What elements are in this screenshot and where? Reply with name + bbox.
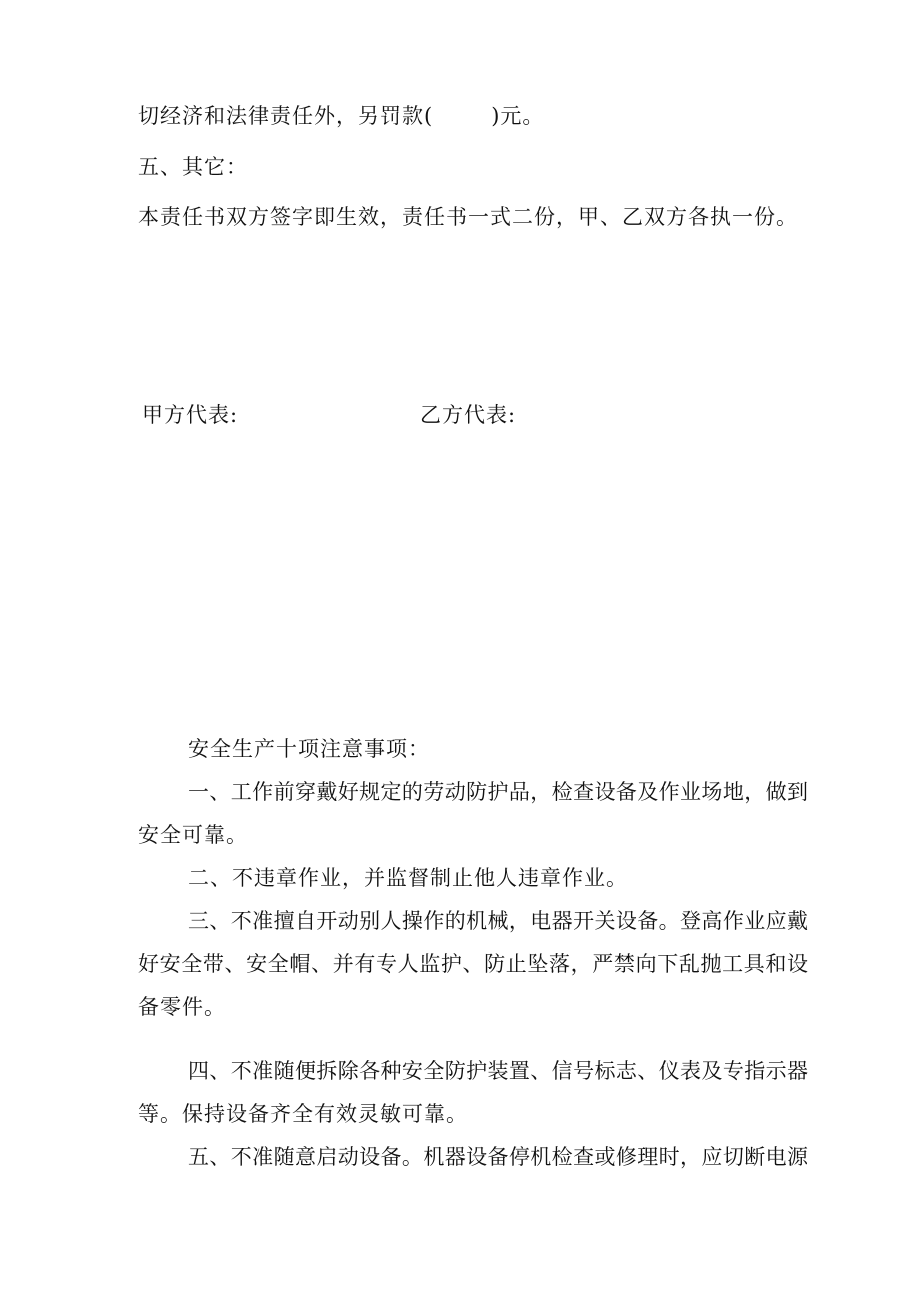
notice-item-1-line-2: 安全可靠。 — [138, 823, 248, 847]
effect-clause: 本责任书双方签字即生效，责任书一式二份，甲、乙双方各执一份。 — [138, 205, 798, 229]
notice-item-3-line-2: 好安全带、安全帽、并有专人监护、防止坠落，严禁向下乱抛工具和设 — [138, 952, 808, 976]
penalty-clause-prefix: 切经济和法律责任外，另罚款( — [138, 104, 434, 128]
notice-title: 安全生产十项注意事项： — [188, 737, 430, 761]
notice-item-3-line-3: 备零件。 — [138, 995, 226, 1019]
party-a-signature-label: 甲方代表: — [142, 403, 239, 427]
notice-item-5-line-1: 五、不准随意启动设备。机器设备停机检查或修理时，应切断电源 — [188, 1145, 808, 1169]
notice-item-4-line-2: 等。保持设备齐全有效灵敏可靠。 — [138, 1102, 468, 1126]
notice-item-1-line-1: 一、工作前穿戴好规定的劳动防护品，检查设备及作业场地，做到 — [188, 780, 808, 804]
penalty-clause-suffix: )元。 — [491, 104, 545, 128]
notice-item-3-line-1: 三、不准擅自开动别人操作的机械，电器开关设备。登高作业应戴 — [188, 909, 808, 933]
section-5-heading: 五、其它： — [138, 155, 248, 179]
notice-item-2: 二、不违章作业，并监督制止他人违章作业。 — [188, 866, 628, 890]
party-b-signature-label: 乙方代表: — [420, 403, 517, 427]
penalty-clause-line — [138, 104, 544, 128]
notice-item-4-line-1: 四、不准随便拆除各种安全防护装置、信号标志、仪表及专指示器 — [188, 1059, 808, 1083]
